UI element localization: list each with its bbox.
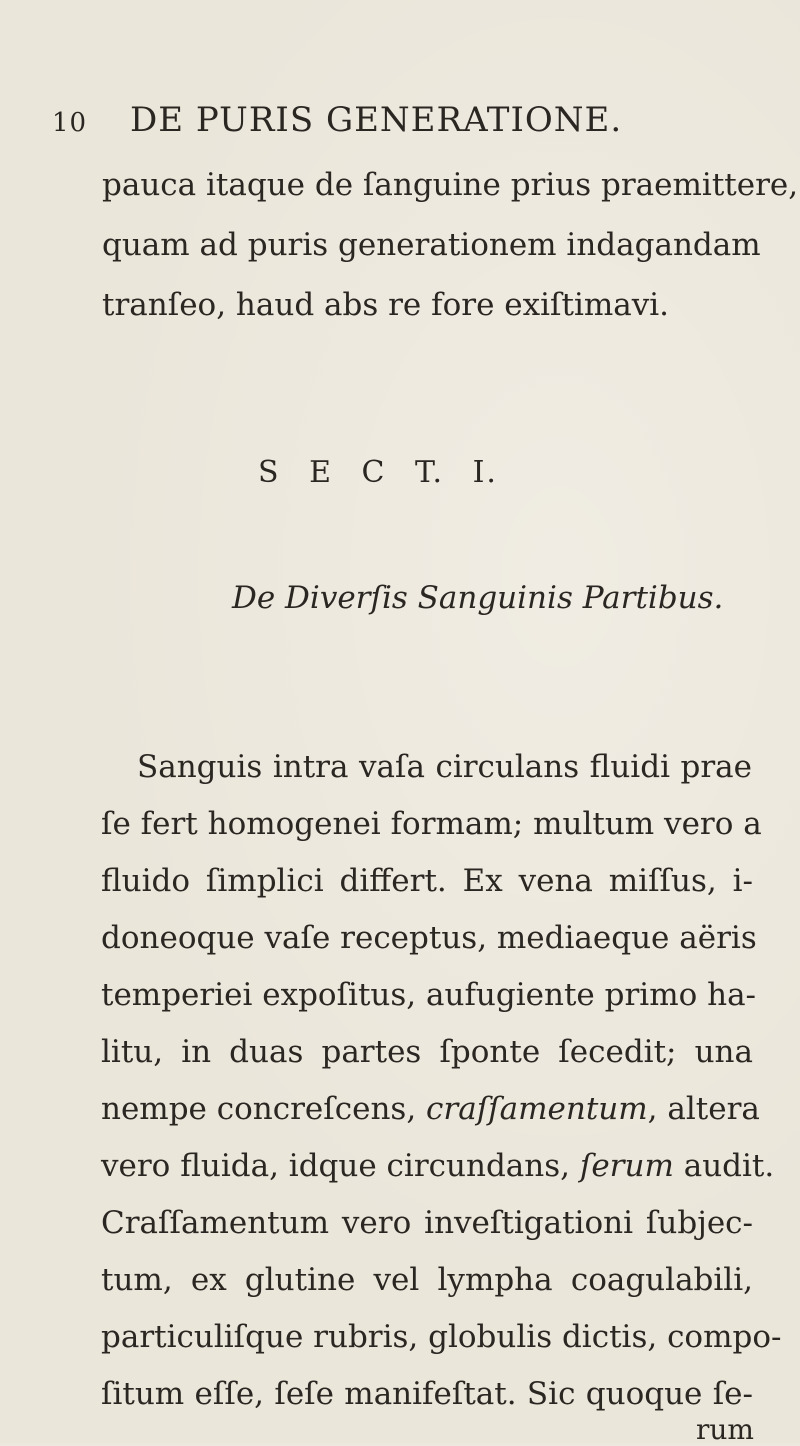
page-number: 10: [52, 108, 88, 138]
section-letter: C: [361, 455, 387, 490]
section-letter: T.: [414, 455, 445, 490]
body-line-2: ſe fert homogenei formam; multum vero a: [101, 806, 762, 842]
section-title: De Diverſis Sanguinis Partibus.: [232, 580, 724, 616]
catchword: rum: [696, 1413, 754, 1446]
body-line-12: ſitum eſſe, ſeſe manifeſtat. Sic quoque ſe-: [101, 1376, 753, 1412]
section-letter: E: [309, 455, 333, 490]
body-line-8: vero fluida, idque circundans, ſerum audit.: [101, 1148, 775, 1184]
intro-line-3: tranſeo, haud abs re fore exiſtimavi.: [102, 287, 670, 323]
body-line-10: tum, ex glutine vel lympha coagulabili,: [101, 1262, 753, 1298]
body-line-5: temperiei expoſitus, aufugiente primo ha-: [101, 977, 757, 1013]
section-letter: I.: [472, 455, 498, 490]
body-line-7: nempe concreſcens, craſſamentum, altera: [101, 1091, 760, 1127]
intro-line-1: pauca itaque de ſanguine prius praemittere,: [102, 167, 799, 203]
page-header: [52, 100, 712, 150]
section-heading: [258, 455, 498, 490]
body-line-9: Craſſamentum vero inveſtigationi ſubjec-: [101, 1205, 753, 1241]
body-line-11: particuliſque rubris, globulis dictis, compo-: [101, 1319, 782, 1355]
running-title: DE PURIS GENERATIONE.: [130, 100, 623, 140]
body-line-1: Sanguis intra vaſa circulans fluidi prae: [137, 749, 752, 785]
body-line-4: doneoque vaſe receptus, mediaeque aëris: [101, 920, 757, 956]
body-line-3: fluido ſimplici differt. Ex vena miſſus, i-: [101, 863, 753, 899]
body-line-6: litu, in duas partes ſponte ſecedit; una: [101, 1034, 753, 1070]
intro-line-2: quam ad puris generationem indagandam: [102, 227, 761, 263]
section-letter: S: [258, 455, 281, 490]
